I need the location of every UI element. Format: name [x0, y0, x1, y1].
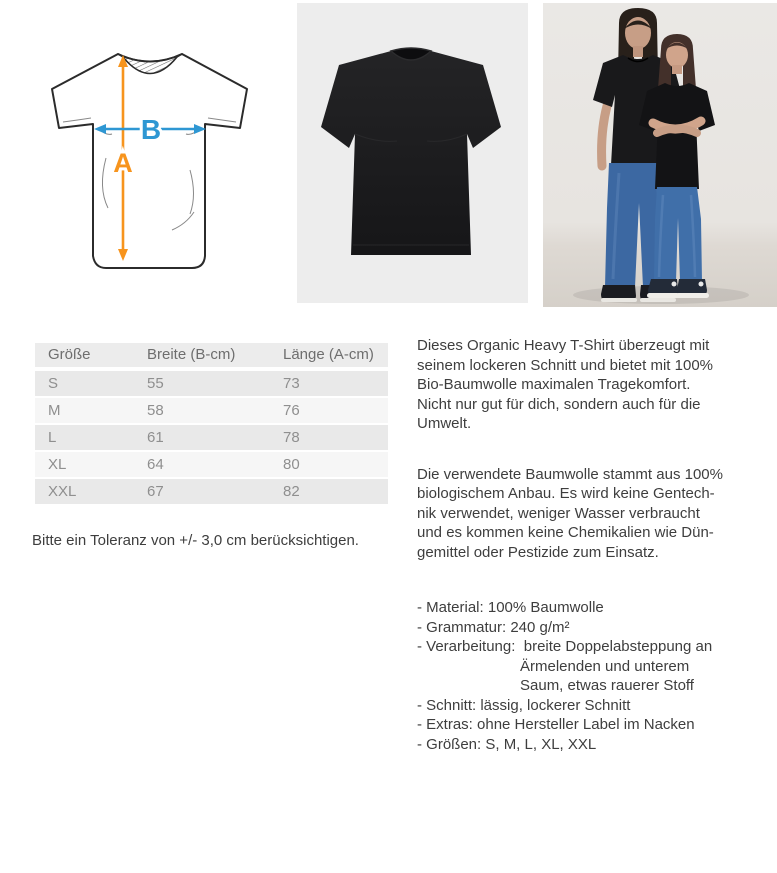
- cell-size: S: [48, 375, 59, 392]
- models-wearing-tshirt-image: [543, 3, 777, 307]
- shoe-ankle-patch-left: [672, 282, 677, 287]
- width-label: B: [140, 114, 162, 145]
- text-line: Umwelt.: [417, 415, 472, 432]
- product-photo-flat: [297, 3, 528, 303]
- cell-length: 73: [283, 375, 300, 392]
- black-tshirt-flat-image: [297, 3, 528, 303]
- tshirt-outline: [52, 54, 247, 268]
- table-row: [35, 425, 388, 450]
- cell-width: 58: [147, 402, 164, 419]
- header-cell-size: Größe: [48, 346, 91, 363]
- product-description: [417, 336, 769, 754]
- description-specs: [417, 598, 769, 754]
- text-line: Die verwendete Baumwolle stammt aus 100%: [417, 465, 723, 483]
- spec-line: Ärmelenden und unterem: [520, 657, 690, 675]
- tolerance-note: Bitte ein Toleranz von +/- 3,0 cm berücksichtigen.: [32, 532, 359, 549]
- cell-size: XL: [48, 456, 67, 473]
- cell-size: L: [48, 429, 57, 446]
- text-line: seinem lockeren Schnitt und bietet mit 100%: [417, 356, 713, 374]
- spec-line: - Verarbeitung: breite Doppelabsteppung an: [417, 638, 713, 655]
- cell-width: 55: [147, 375, 164, 392]
- cell-length: 80: [283, 456, 300, 473]
- cell-width: 67: [147, 483, 164, 500]
- tshirt-silhouette: [321, 48, 501, 255]
- female-sole-right: [676, 293, 709, 298]
- text-line: nik verwendet, weniger Wasser verbraucht: [417, 504, 700, 522]
- cell-length: 82: [283, 483, 300, 500]
- female-sole-left: [647, 293, 680, 298]
- female-neck: [672, 65, 682, 74]
- cell-length: 78: [283, 429, 300, 446]
- spec-line: - Extras: ohne Hersteller Label im Nacken: [417, 716, 695, 733]
- table-row: [35, 398, 388, 423]
- table-row: [35, 452, 388, 477]
- spec-line: - Größen: S, M, L, XL, XXL: [417, 735, 597, 753]
- description-paragraph-2: [417, 465, 769, 563]
- table-row: [35, 371, 388, 396]
- header-cell-width: Breite (B-cm): [147, 346, 236, 363]
- product-photo-models: [543, 3, 777, 307]
- text-line: Nicht nur gut für dich, sondern auch für die: [417, 395, 701, 413]
- measurement-diagram: [22, 28, 260, 271]
- description-paragraph-1: [417, 336, 769, 434]
- text-line: gemittel oder Pestizide zum Einsatz.: [417, 543, 659, 561]
- cell-width: 64: [147, 456, 164, 473]
- tshirt-measure-drawing: [22, 28, 260, 271]
- size-table: [35, 343, 388, 506]
- cell-length: 76: [283, 402, 300, 419]
- text-line: Dieses Organic Heavy T-Shirt überzeugt mit: [417, 337, 710, 354]
- size-table-header: [35, 343, 388, 367]
- text-line: Bio-Baumwolle maximalen Tragekomfort.: [417, 376, 691, 393]
- spec-line: - Schnitt: lässig, lockerer Schnitt: [417, 696, 631, 714]
- text-line: und es kommen keine Chemikalien wie Dün-: [417, 524, 714, 541]
- table-row: [35, 479, 388, 504]
- male-sole-right: [640, 298, 676, 302]
- header-cell-length: Länge (A-cm): [283, 346, 374, 363]
- length-label: A: [113, 148, 133, 178]
- text-line: biologischem Anbau. Es wird keine Gentech-: [417, 485, 715, 502]
- spec-line: - Grammatur: 240 g/m²: [417, 618, 570, 636]
- spec-line: Saum, etwas rauerer Stoff: [520, 677, 694, 694]
- shoe-ankle-patch-right: [699, 282, 704, 287]
- cell-size: M: [48, 402, 61, 419]
- male-neck: [633, 46, 643, 57]
- female-forearm: [657, 129, 697, 134]
- cell-width: 61: [147, 429, 164, 446]
- male-sole-left: [601, 298, 637, 302]
- cell-size: XXL: [48, 483, 77, 500]
- spec-line: - Material: 100% Baumwolle: [417, 599, 604, 616]
